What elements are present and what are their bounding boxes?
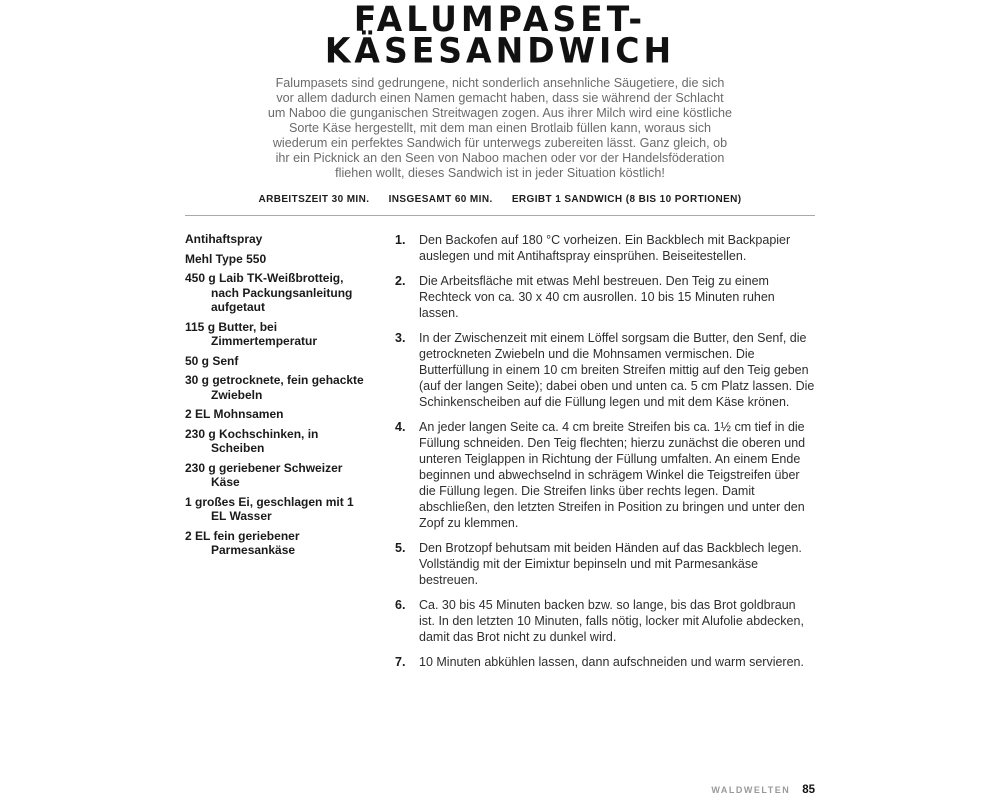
step-number: 6. [395, 598, 406, 612]
step-item [395, 419, 815, 531]
steps-list [395, 232, 815, 679]
ingredient-item: 1 großes Ei, geschlagen mit 1 EL Wasser [185, 494, 354, 523]
ingredient-item: Antihaftspray [185, 232, 263, 246]
meta-work-time: ARBEITSZEIT 30 MIN. [258, 194, 370, 205]
step-item [395, 654, 815, 670]
content-columns [185, 232, 815, 679]
meta-total-time: INSGESAMT 60 MIN. [388, 194, 493, 205]
footer-page-number: 85 [802, 784, 815, 796]
recipe-meta [185, 194, 815, 205]
page-title [185, 0, 815, 71]
ingredient-item: 2 EL Mohnsamen [185, 407, 284, 421]
step-text: 10 Minuten abkühlen lassen, dann aufschneiden und warm servieren. [419, 655, 804, 669]
ingredient-item: 2 EL fein geriebener Parmesankäse [185, 528, 300, 557]
step-number: 5. [395, 541, 406, 555]
intro-paragraph: Falumpasets sind gedrungene, nicht sonderlich ansehnliche Säugetiere, die sich vor allem dadurch einen Namen gemacht haben, dass sie während der Schlacht um Naboo die gunganischen Streitwagen zogen. Aus ihrer Milch wird eine köstliche Sorte Käse hergestellt, mit dem man einen Brotlaib füllen kann, woraus sich wiederum ein perfektes Sandwich für unterwegs zubereiten lässt. Ganz gleich, ob ihr ein Picknick an den Seen von Naboo machen oder vor der Handelsföderation fliehen wollt, dieses Sandwich ist in jeder Situation köstlich! [267, 76, 733, 180]
ingredient-item: 115 g Butter, bei Zimmertemperatur [185, 319, 318, 348]
ingredients-list [185, 232, 365, 679]
step-text: Den Brotzopf behutsam mit beiden Händen auf das Backblech legen. Vollständig mit der Eimixtur bepinseln und mit Parmesankäse bestreuen. [419, 541, 802, 587]
step-text: Die Arbeitsfläche mit etwas Mehl bestreuen. Den Teig zu einem Rechteck von ca. 30 x 40 cm ausrollen. 10 bis 15 Minuten ruhen lassen. [419, 274, 775, 320]
step-number: 7. [395, 655, 406, 669]
step-text: Den Backofen auf 180 °C vorheizen. Ein Backblech mit Backpapier auslegen und mit Antihaftspray einsprühen. Beiseitestellen. [419, 233, 791, 263]
step-number: 4. [395, 420, 406, 434]
title-line-2: KÄSESANDWICH [324, 30, 676, 71]
step-item [395, 540, 815, 588]
step-text: An jeder langen Seite ca. 4 cm breite Streifen bis ca. 1½ cm tief in die Füllung schneiden. Den Teig flechten; hierzu zunächst die oberen und unteren Teiglappen in Richtung der Füllung umfalten. An einem Ende beginnen und abwechselnd in schrägem Winkel die Teigstreifen über die Füllung legen. Die Streifen links über rechts legen. Damit abschließen, den letzten Streifen in Position zu bringen und unter den Zopf zu klemmen. [419, 420, 806, 530]
ingredient-item: 50 g Senf [185, 353, 239, 368]
step-item [395, 273, 815, 321]
title-line-1: FALUMPASET- [353, 0, 647, 40]
step-number: 2. [395, 274, 406, 288]
step-number: 3. [395, 331, 406, 345]
recipe-page [185, 0, 815, 679]
ingredient-item: Mehl Type 550 [185, 251, 267, 266]
step-item [395, 232, 815, 264]
ingredient-item: 230 g geriebener Schweizer Käse [185, 460, 343, 489]
ingredient-item: 30 g getrocknete, fein gehackte Zwiebeln [185, 373, 364, 402]
ingredient-item: 450 g Laib TK-Weißbrotteig, nach Packungsanleitung aufgetaut [185, 271, 353, 314]
divider-rule [185, 215, 815, 216]
footer-section-label: WALDWELTEN [711, 785, 791, 795]
step-text: Ca. 30 bis 45 Minuten backen bzw. so lange, bis das Brot goldbraun ist. In den letzten 10 Minuten, falls nötig, locker mit Alufolie abdecken, damit das Brot nicht zu dunkel wird. [419, 598, 804, 644]
step-item [395, 597, 815, 645]
step-item [395, 330, 815, 410]
ingredient-item: 230 g Kochschinken, in Scheiben [185, 426, 319, 455]
page-footer [711, 784, 815, 796]
meta-yield: ERGIBT 1 SANDWICH (8 BIS 10 PORTIONEN) [511, 194, 742, 205]
step-text: In der Zwischenzeit mit einem Löffel sorgsam die Butter, den Senf, die getrockneten Zwiebeln und die Mohnsamen vermischen. Die Butterfüllung in einem 10 cm breiten Streifen mittig auf den Teig geben (auf der langen Seite); dabei oben und unten ca. 5 cm Platz lassen. Die Schinkenscheiben auf die Füllung legen und mit dem Käse krönen. [419, 331, 815, 409]
step-number: 1. [395, 233, 406, 247]
